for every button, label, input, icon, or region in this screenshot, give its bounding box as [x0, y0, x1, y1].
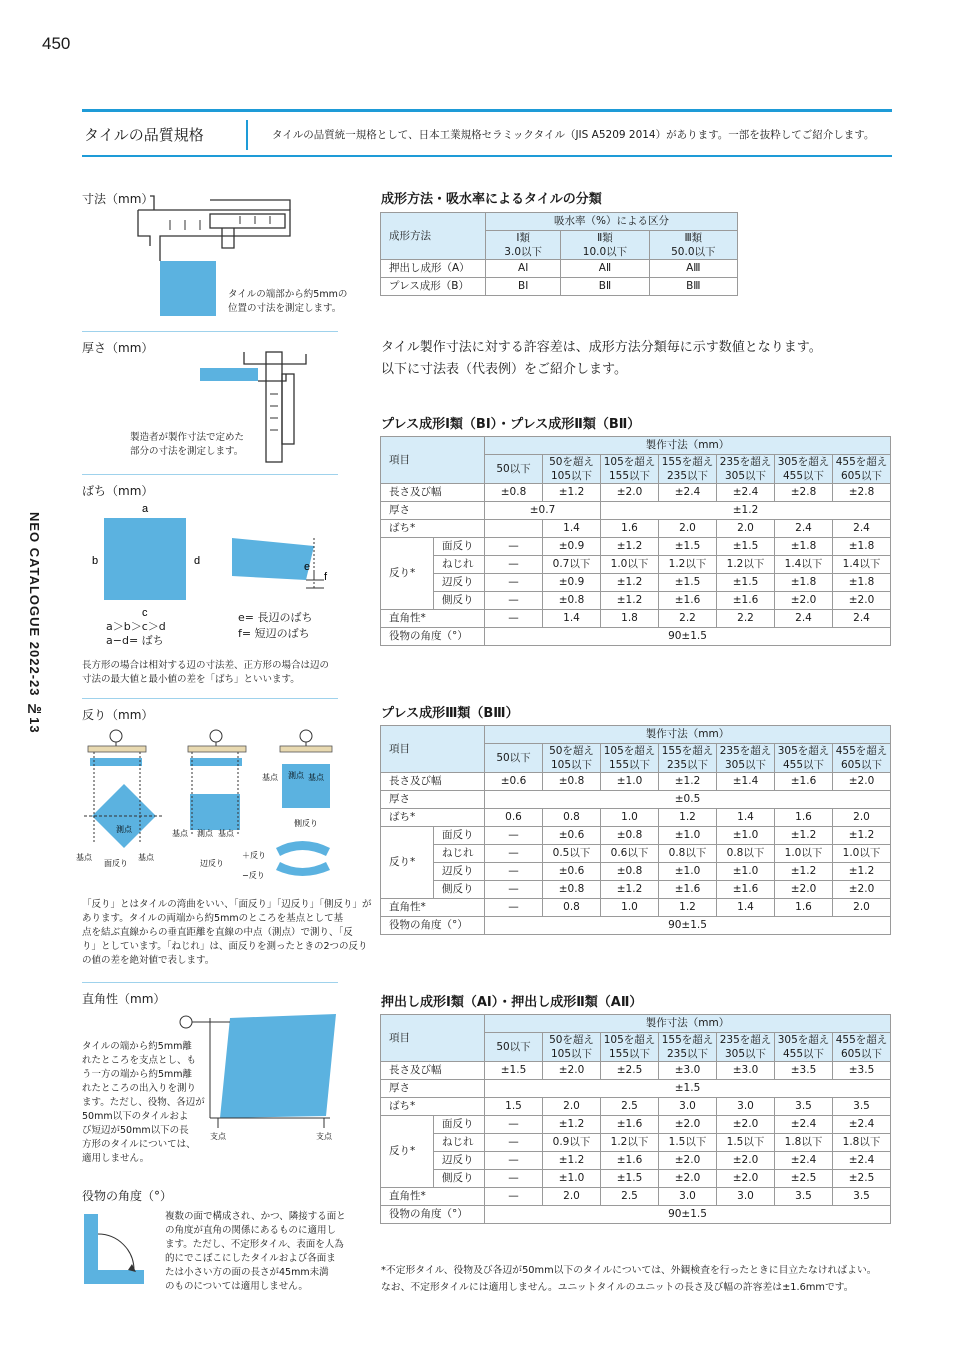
size-col-header: 50以下 [485, 1033, 543, 1062]
table-cell: 反り* [381, 827, 434, 899]
table-cell: 1.0以下 [833, 845, 891, 863]
size-group-header: 製作寸法（mm） [485, 437, 891, 455]
table-cell: ±1.2 [543, 1116, 601, 1134]
table-cell: 役物の角度（°） [381, 628, 485, 646]
sori-henzori-label: 辺反り [200, 859, 224, 868]
item-header: 項目 [381, 726, 485, 773]
table-cell: 1.0以下 [775, 845, 833, 863]
table-cell: 90±1.5 [485, 628, 891, 646]
sori-kiten-label: 基点 [138, 853, 154, 862]
table-cell: — [485, 1134, 543, 1152]
table-cell: ±1.8 [833, 538, 891, 556]
table-cell: ±0.6 [485, 773, 543, 791]
class-row-label: プレス成形（B） [381, 278, 486, 296]
table-cell: 1.5以下 [659, 1134, 717, 1152]
table-cell: ±2.0 [717, 1170, 775, 1188]
table-cell: 1.6 [775, 899, 833, 917]
table-cell: ±1.8 [833, 574, 891, 592]
table-cell: 0.8 [543, 809, 601, 827]
table-cell: ねじれ [434, 556, 485, 574]
size-tolerance-table [380, 1014, 891, 1224]
table-cell: ±2.4 [659, 484, 717, 502]
table-cell: 3.0 [717, 1098, 775, 1116]
table-cell: ±2.0 [659, 1116, 717, 1134]
sori-menzori-label: 面反り [104, 859, 128, 868]
size-tolerance-table [380, 436, 891, 646]
table-cell: ±1.6 [601, 1152, 659, 1170]
bachi-letter-f: f [324, 571, 328, 583]
table-cell: ±2.8 [833, 484, 891, 502]
table-cell: ±1.2 [601, 881, 659, 899]
table-cell: ±1.0 [543, 1170, 601, 1188]
table-cell: 1.5以下 [717, 1134, 775, 1152]
header-top-rule [82, 109, 892, 112]
table-cell: 直角性* [381, 610, 485, 628]
table-cell: ±2.0 [659, 1170, 717, 1188]
table-cell: ±0.6 [543, 863, 601, 881]
sori-caption: 「反り」とはタイルの湾曲をいい、「面反り」「辺反り」「側反り」が あります。タイルの両端から約5mmのところを基点として基 点を結ぶ直線からの垂直距離を直線の中点（測点）で測り、「反 り」としています。「ねじれ」は、面反りを測ったときの2つの反り の値の差を絶対値で表します。 [82, 899, 372, 966]
table-cell: 0.6 [485, 809, 543, 827]
size-col-header: 155を超え 235以下 [659, 744, 717, 773]
table-cell: 0.5以下 [543, 845, 601, 863]
table-cell: 1.6 [775, 809, 833, 827]
class-cell: AⅡ [561, 260, 649, 278]
classification-table [380, 212, 738, 296]
table-cell: ±1.2 [659, 773, 717, 791]
table-cell: ±1.6 [717, 881, 775, 899]
table-cell: ±1.5 [717, 574, 775, 592]
table-cell: ±1.0 [659, 863, 717, 881]
table-cell: 長さ及び幅 [381, 484, 485, 502]
size-col-header: 235を超え 305以下 [717, 1033, 775, 1062]
bachi-formula-left: a＞b＞c＞d a−d= ばち [106, 620, 166, 647]
header-separator [246, 120, 248, 150]
table-cell: ばち* [381, 520, 485, 538]
table-cell: ±1.2 [775, 863, 833, 881]
table-cell: 2.0 [543, 1188, 601, 1206]
table-cell: ±1.0 [659, 827, 717, 845]
table-cell: — [485, 863, 543, 881]
table-cell: ±0.8 [543, 773, 601, 791]
table-cell: 1.8以下 [833, 1134, 891, 1152]
class-cell: AⅠ [486, 260, 561, 278]
footnote: *不定形タイル、役物及び各辺が50mm以下のタイルについては、外観検査を行ったときに目立たなければよい。 なお、不定形タイルには適用しません。ユニットタイルのユニットの長さ及び幅の許容差は±1.6mmです。 [381, 1265, 877, 1293]
table-cell: 長さ及び幅 [381, 773, 485, 791]
table-cell: ±2.4 [717, 484, 775, 502]
size-table-title: プレス成形Ⅰ類（BⅠ）・プレス成形Ⅱ類（BⅡ） [381, 417, 641, 432]
class-col: Ⅱ類 10.0以下 [561, 231, 649, 260]
table-cell: 1.8 [601, 610, 659, 628]
table-cell: ±2.0 [833, 592, 891, 610]
table-cell: ±1.6 [717, 592, 775, 610]
sori-kiten-label: 基点 [218, 829, 234, 838]
bachi-letter-a: a [142, 503, 149, 515]
size-col-header: 105を超え 155以下 [601, 1033, 659, 1062]
size-col-header: 455を超え 605以下 [833, 1033, 891, 1062]
table-cell: ±1.0 [601, 773, 659, 791]
table-cell: 2.4 [775, 610, 833, 628]
table-cell: 2.0 [833, 809, 891, 827]
table-cell: 1.5 [485, 1098, 543, 1116]
table-cell: ±1.5 [717, 538, 775, 556]
table-cell: — [485, 881, 543, 899]
table-cell: ±1.2 [833, 827, 891, 845]
catalogue-side-label: NEO CATALOGUE 2022-23 №13 [27, 512, 42, 734]
table-cell: 1.8以下 [775, 1134, 833, 1152]
table-cell: — [485, 845, 543, 863]
table-cell: ±2.0 [543, 1062, 601, 1080]
table-cell: — [485, 1116, 543, 1134]
table-cell [485, 520, 543, 538]
table-cell: ±1.2 [543, 484, 601, 502]
table-cell: ±2.0 [601, 484, 659, 502]
table-cell: ±0.7 [485, 502, 601, 520]
table-cell: ±2.4 [833, 1152, 891, 1170]
table-cell: 3.0 [659, 1098, 717, 1116]
table-cell: ±2.0 [833, 773, 891, 791]
table-cell: ±0.8 [601, 827, 659, 845]
table-cell: 3.5 [833, 1098, 891, 1116]
table-cell: ±2.0 [659, 1152, 717, 1170]
table-cell: — [485, 899, 543, 917]
sori-sokuten-label: 測点 [197, 829, 213, 838]
table-cell: ±2.4 [833, 1116, 891, 1134]
sori-kiten-label: 基点 [76, 853, 92, 862]
sori-kiten-label: 基点 [308, 773, 324, 782]
table-cell: — [485, 610, 543, 628]
table-cell: 直角性* [381, 1188, 485, 1206]
table-cell: 0.7以下 [543, 556, 601, 574]
table-cell: ±1.6 [775, 773, 833, 791]
class-cell: AⅢ [649, 260, 737, 278]
header-bottom-rule [82, 155, 892, 157]
table-cell: 90±1.5 [485, 1206, 891, 1224]
bachi-letter-e: e [304, 561, 311, 573]
size-table-title: 押出し成形Ⅰ類（AⅠ）・押出し成形Ⅱ類（AⅡ） [381, 995, 643, 1010]
table-cell: 1.4以下 [775, 556, 833, 574]
table-cell: 1.2以下 [659, 556, 717, 574]
size-col-header: 155を超え 235以下 [659, 1033, 717, 1062]
table-cell: ±0.9 [543, 574, 601, 592]
table-cell: ±0.9 [543, 538, 601, 556]
table-cell: — [485, 592, 543, 610]
table-cell: 0.8 [543, 899, 601, 917]
size-col-header: 50以下 [485, 744, 543, 773]
table-cell: ±1.5 [601, 1170, 659, 1188]
classification-group: 吸水率（%）による区分 [486, 213, 738, 231]
table-cell: 面反り [434, 1116, 485, 1134]
table-cell: ±1.2 [833, 863, 891, 881]
table-cell: 側反り [434, 592, 485, 610]
table-cell: 0.9以下 [543, 1134, 601, 1152]
table-cell: 1.0 [601, 809, 659, 827]
table-cell: ±1.2 [543, 1152, 601, 1170]
sori-sokuzori-label: 側反り [294, 819, 318, 828]
table-cell: 2.5 [601, 1098, 659, 1116]
table-cell: ±0.8 [601, 863, 659, 881]
table-cell: 3.0 [717, 1188, 775, 1206]
class-cell: BⅢ [649, 278, 737, 296]
table-cell: 2.0 [833, 899, 891, 917]
table-cell: ±2.5 [775, 1170, 833, 1188]
kakudo-diagram [82, 1212, 146, 1286]
table-cell: ±3.5 [833, 1062, 891, 1080]
bachi-letter-d: d [194, 555, 201, 567]
bachi-formula-right: e= 長辺のばち f= 短辺のばち [238, 611, 313, 640]
sori-plus-label: ＋反り [242, 851, 266, 860]
table-cell: 1.0以下 [601, 556, 659, 574]
table-cell: 面反り [434, 538, 485, 556]
divider [82, 982, 338, 983]
table-cell: — [485, 1188, 543, 1206]
chokkaku-shiten-label: 支点 [316, 1132, 332, 1141]
table-cell: ばち* [381, 809, 485, 827]
class-cell: BⅡ [561, 278, 649, 296]
table-cell: ±2.5 [833, 1170, 891, 1188]
table-cell: 2.4 [833, 520, 891, 538]
table-cell: ±2.8 [775, 484, 833, 502]
table-cell: 2.4 [775, 520, 833, 538]
table-cell: ±1.6 [601, 1116, 659, 1134]
table-cell: ±1.0 [717, 827, 775, 845]
size-col-header: 105を超え 155以下 [601, 744, 659, 773]
sori-minus-label: −反り [242, 871, 265, 880]
chokkaku-caption: タイルの端から約5mm離 れたところを支点とし、も う一方の端から約5mm離 れたところの出入りを測り ます。ただし、役物、各辺が 50mm以下のタイルおよ び短辺が50mm以下の長 方形のタイルについては、 適用しません。 [82, 1041, 205, 1164]
table-cell: 反り* [381, 1116, 434, 1188]
size-col-header: 305を超え 455以下 [775, 1033, 833, 1062]
table-cell: ±0.8 [543, 881, 601, 899]
table-cell: ±3.0 [717, 1062, 775, 1080]
section-title: タイルの品質規格 [84, 126, 204, 144]
class-row-label: 押出し成形（A） [381, 260, 486, 278]
table-cell: 2.2 [717, 610, 775, 628]
table-cell: 0.6以下 [601, 845, 659, 863]
table-cell: ±1.0 [717, 863, 775, 881]
class-col: Ⅰ類 3.0以下 [486, 231, 561, 260]
table-cell: ±0.8 [485, 484, 543, 502]
table-cell: ±1.2 [601, 574, 659, 592]
table-cell: ±2.0 [833, 881, 891, 899]
section-intro: タイルの品質統一規格として、日本工業規格セラミックタイル（JIS A5209 2014）があります。一部を抜粋してご紹介します。 [272, 129, 875, 141]
table-cell: 3.0 [659, 1188, 717, 1206]
table-cell: 1.2以下 [717, 556, 775, 574]
atsusa-label: 厚さ（mm） [82, 341, 154, 355]
table-cell: 1.2以下 [601, 1134, 659, 1152]
divider [82, 331, 338, 332]
size-group-header: 製作寸法（mm） [485, 1015, 891, 1033]
table-cell: ばち* [381, 1098, 485, 1116]
item-header: 項目 [381, 437, 485, 484]
table-cell: 直角性* [381, 899, 485, 917]
table-cell: ±1.2 [601, 592, 659, 610]
chokkaku-label: 直角性（mm） [82, 992, 166, 1006]
table-cell: ±2.0 [775, 881, 833, 899]
table-cell: 0.8以下 [717, 845, 775, 863]
table-cell: — [485, 827, 543, 845]
size-col-header: 155を超え 235以下 [659, 455, 717, 484]
table-cell: 3.5 [775, 1098, 833, 1116]
size-col-header: 50を超え 105以下 [543, 455, 601, 484]
table-cell: ±2.0 [717, 1116, 775, 1134]
table-cell: ±2.0 [775, 592, 833, 610]
sori-kiten-label: 基点 [172, 829, 188, 838]
divider [82, 474, 338, 475]
size-col-header: 455を超え 605以下 [833, 455, 891, 484]
sori-sokuten-label: 測点 [116, 825, 132, 834]
table-cell: ±1.2 [601, 538, 659, 556]
table-cell: 3.5 [775, 1188, 833, 1206]
bachi-letter-c: c [142, 607, 148, 619]
sori-kiten-label: 基点 [262, 773, 278, 782]
table-cell: 1.4 [717, 899, 775, 917]
table-cell: 2.5 [601, 1188, 659, 1206]
table-cell: 2.0 [659, 520, 717, 538]
table-cell: ±2.4 [775, 1116, 833, 1134]
table-cell: 2.0 [717, 520, 775, 538]
table-cell: 1.4以下 [833, 556, 891, 574]
size-group-header: 製作寸法（mm） [485, 726, 891, 744]
table-cell: ±0.5 [485, 791, 891, 809]
kakudo-label: 役物の角度（°） [82, 1189, 173, 1203]
table-cell: 反り* [381, 538, 434, 610]
table-cell: 厚さ [381, 1080, 485, 1098]
tolerance-paragraph: タイル製作寸法に対する許容差は、成形方法分類毎に示す数値となります。 以下に寸法表（代表例）をご紹介します。 [381, 340, 822, 377]
table-cell: 面反り [434, 827, 485, 845]
table-cell: 側反り [434, 1170, 485, 1188]
size-col-header: 235を超え 305以下 [717, 455, 775, 484]
table-cell: ねじれ [434, 845, 485, 863]
table-cell: 1.4 [543, 520, 601, 538]
size-col-header: 50を超え 105以下 [543, 1033, 601, 1062]
table-cell: 辺反り [434, 1152, 485, 1170]
atsusa-caption: 製造者が製作寸法で定めた 部分の寸法を測定します。 [130, 432, 245, 457]
table-cell: ±1.4 [717, 773, 775, 791]
class-cell: BⅠ [486, 278, 561, 296]
table-cell: ±1.2 [601, 502, 891, 520]
table-cell: — [485, 538, 543, 556]
table-cell: ±1.8 [775, 574, 833, 592]
page-number: 450 [42, 34, 71, 53]
class-col: Ⅲ類 50.0以下 [649, 231, 737, 260]
table-cell: ±2.5 [601, 1062, 659, 1080]
table-cell: 0.8以下 [659, 845, 717, 863]
table-cell: 役物の角度（°） [381, 1206, 485, 1224]
table-cell: — [485, 1170, 543, 1188]
table-cell: 辺反り [434, 863, 485, 881]
size-col-header: 50以下 [485, 455, 543, 484]
table-cell: 2.2 [659, 610, 717, 628]
size-col-header: 305を超え 455以下 [775, 455, 833, 484]
table-cell: ±2.4 [775, 1152, 833, 1170]
bachi-label: ばち（mm） [82, 484, 154, 498]
size-col-header: 455を超え 605以下 [833, 744, 891, 773]
table-cell: 1.4 [543, 610, 601, 628]
table-cell: 1.2 [659, 809, 717, 827]
table-cell: 長さ及び幅 [381, 1062, 485, 1080]
table-cell: 2.4 [833, 610, 891, 628]
table-cell: 1.4 [717, 809, 775, 827]
table-cell: ±0.6 [543, 827, 601, 845]
chokkaku-diagram [170, 1004, 340, 1144]
sunpo-caption: タイルの端部から約5mmの 位置の寸法を測定します。 [228, 289, 348, 314]
table-cell: 側反り [434, 881, 485, 899]
sori-diagram [76, 724, 340, 894]
table-cell: 1.0 [601, 899, 659, 917]
table-cell: ±1.5 [485, 1062, 543, 1080]
table-cell: ±0.8 [543, 592, 601, 610]
table-cell: — [485, 574, 543, 592]
size-tolerance-table [380, 725, 891, 935]
table-cell: ±1.5 [659, 538, 717, 556]
size-col-header: 235を超え 305以下 [717, 744, 775, 773]
divider [82, 698, 338, 699]
size-table-title: プレス成形Ⅲ類（BⅢ） [381, 706, 519, 721]
table-cell: ±2.0 [717, 1152, 775, 1170]
table-cell: ±1.2 [775, 827, 833, 845]
table-cell: ±1.5 [485, 1080, 891, 1098]
table-cell: 1.2 [659, 899, 717, 917]
chokkaku-shiten-label: 支点 [210, 1132, 226, 1141]
table-cell: ±1.8 [775, 538, 833, 556]
table-cell: — [485, 556, 543, 574]
classification-col0: 成形方法 [381, 213, 486, 260]
table-cell: — [485, 1152, 543, 1170]
table-cell: 厚さ [381, 791, 485, 809]
table-cell: ±1.6 [659, 592, 717, 610]
table-cell: ねじれ [434, 1134, 485, 1152]
sori-sokuten-label: 測点 [288, 771, 304, 780]
classification-title: 成形方法・吸水率によるタイルの分類 [381, 192, 602, 207]
size-col-header: 50を超え 105以下 [543, 744, 601, 773]
table-cell: 3.5 [833, 1188, 891, 1206]
table-cell: 90±1.5 [485, 917, 891, 935]
bachi-letter-b: b [92, 555, 99, 567]
table-cell: 役物の角度（°） [381, 917, 485, 935]
table-cell: ±3.5 [775, 1062, 833, 1080]
table-cell: 1.6 [601, 520, 659, 538]
bachi-caption: 長方形の場合は相対する辺の寸法差、正方形の場合は辺の 寸法の最大値と最小値の差を「ばち」といいます。 [82, 660, 330, 685]
size-col-header: 305を超え 455以下 [775, 744, 833, 773]
table-cell: ±1.6 [659, 881, 717, 899]
table-cell: 2.0 [543, 1098, 601, 1116]
table-cell: ±3.0 [659, 1062, 717, 1080]
size-col-header: 105を超え 155以下 [601, 455, 659, 484]
table-cell: 厚さ [381, 502, 485, 520]
sori-label: 反り（mm） [82, 708, 154, 722]
kakudo-caption: 複数の面で構成され、かつ、隣接する面と の角度が直角の関係にあるものに適用し ます。ただし、不定形タイル、表面を人為 的にでこぼこにしたタイルおよび各面ま たは小さい方の面の長さが45mm未満 のものについては適用しません。 [165, 1211, 346, 1292]
table-cell: 辺反り [434, 574, 485, 592]
sunpo-label: 寸法（mm） [82, 192, 154, 206]
table-cell: ±1.5 [659, 574, 717, 592]
item-header: 項目 [381, 1015, 485, 1062]
